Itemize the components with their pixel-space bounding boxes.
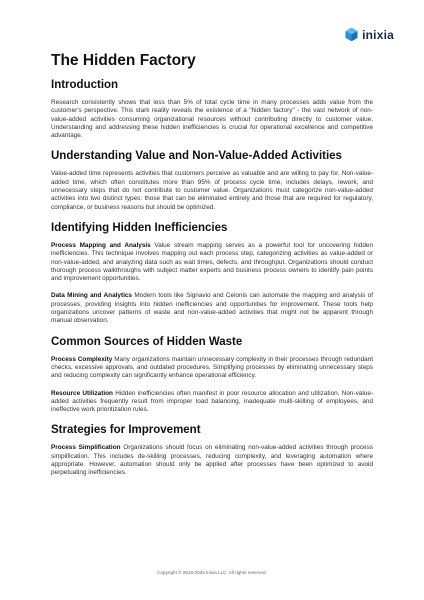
paragraph-lead: Process Mapping and Analysis — [51, 241, 151, 249]
paragraph — [51, 242, 373, 283]
brand-logo — [344, 27, 394, 42]
inixia-logo-icon — [344, 27, 359, 42]
paragraph — [51, 390, 373, 415]
logo-text: inixia — [362, 27, 394, 42]
paragraph — [51, 99, 373, 140]
section — [51, 423, 373, 477]
paragraph-text: Organizations should focus on eliminating non-value-added activities through process simplification. This includes de-skilling processes, reducing complexity, and leveraging automation where appropriate. However, automation should only be applied after processes have been optimized to avoid perpetuating inefficiencies. — [51, 444, 374, 477]
section-heading: Common Sources of Hidden Waste — [51, 335, 243, 348]
section-heading: Introduction — [51, 79, 119, 91]
section — [51, 78, 373, 140]
copyright-footer: Copyright © 2016-2025 Inixia LLC. All rights reserved. — [157, 570, 267, 575]
section-heading: Understanding Value and Non-Value-Added Activities — [51, 150, 342, 163]
paragraph-text: Many organizations maintain unnecessary complexity in their processes through redundant checks, excessive approvals, and outdated procedures. Simplifying processes by eliminating unnecessary steps and reducing complexity can significantly enhance operational efficiency. — [51, 355, 374, 380]
paragraph-text: Hidden inefficiencies often manifest in poor resource allocation and utilization. Non-value-added activities frequently result from improper load balancing, inadequate multi-skilling of employees, and ineffective work prioritization rules. — [51, 389, 373, 414]
document-body — [51, 78, 373, 487]
paragraph — [51, 170, 373, 211]
paragraph-text: Research consistently shows that less than 5% of total cycle time in many processes adds value from the customer's perspective. This stark reality reveals the existence of a "hidden factory" - the vast network of non-value-added activities consuming organizational resources without contributing directly to customer value. Understanding and addressing these hidden inefficiencies is crucial for operational excellence and competitive advantage. — [51, 99, 373, 140]
paragraph-lead: Data Mining and Analytics — [51, 292, 132, 300]
paragraph-lead: Process Complexity — [51, 355, 113, 363]
paragraph-lead: Process Simplification — [51, 444, 121, 452]
section — [51, 335, 373, 415]
paragraph-text: Value-added time represents activities that customers perceive as valuable and are willing to pay for. Non-value-added time, which often constitutes more than 95% of process cycle time, includes delays, rework, and unnecessary steps that do not contribute to customer value. Organizations must categorize non-value-added activities into two distinct types: those that can be eliminated entirely and those that are required for regulatory, compliance, or business reasons but should be optimized. — [51, 170, 373, 211]
document-title: The Hidden Factory — [51, 52, 196, 69]
section-heading: Identifying Hidden Inefficiencies — [51, 221, 228, 234]
paragraph-lead: Resource Utilization — [51, 389, 113, 397]
paragraph — [51, 292, 373, 325]
section-heading: Strategies for Improvement — [51, 424, 201, 437]
paragraph-text: Modern tools like Signavio and Celonis can automate the mapping and analysis of processes, providing insights into hidden inefficiencies and opportunities for improvement. These tools help organizations uncover patterns of waste and non-value-added activities that might not be apparent through manual observation. — [51, 292, 373, 325]
section — [51, 221, 373, 326]
paragraph — [51, 444, 373, 477]
paragraph-text: Value stream mapping serves as a powerful tool for uncovering hidden inefficiencies. This technique involves mapping out each process step, categorizing activities as value-added or non-value-added, and analyzing data such as wait times, defects, and throughput. Organizations should conduct thorough process walkthroughs with subject matter experts and business process owners to identify pain points and improvement opportunities. — [51, 241, 373, 283]
paragraph — [51, 356, 373, 381]
section — [51, 149, 373, 211]
